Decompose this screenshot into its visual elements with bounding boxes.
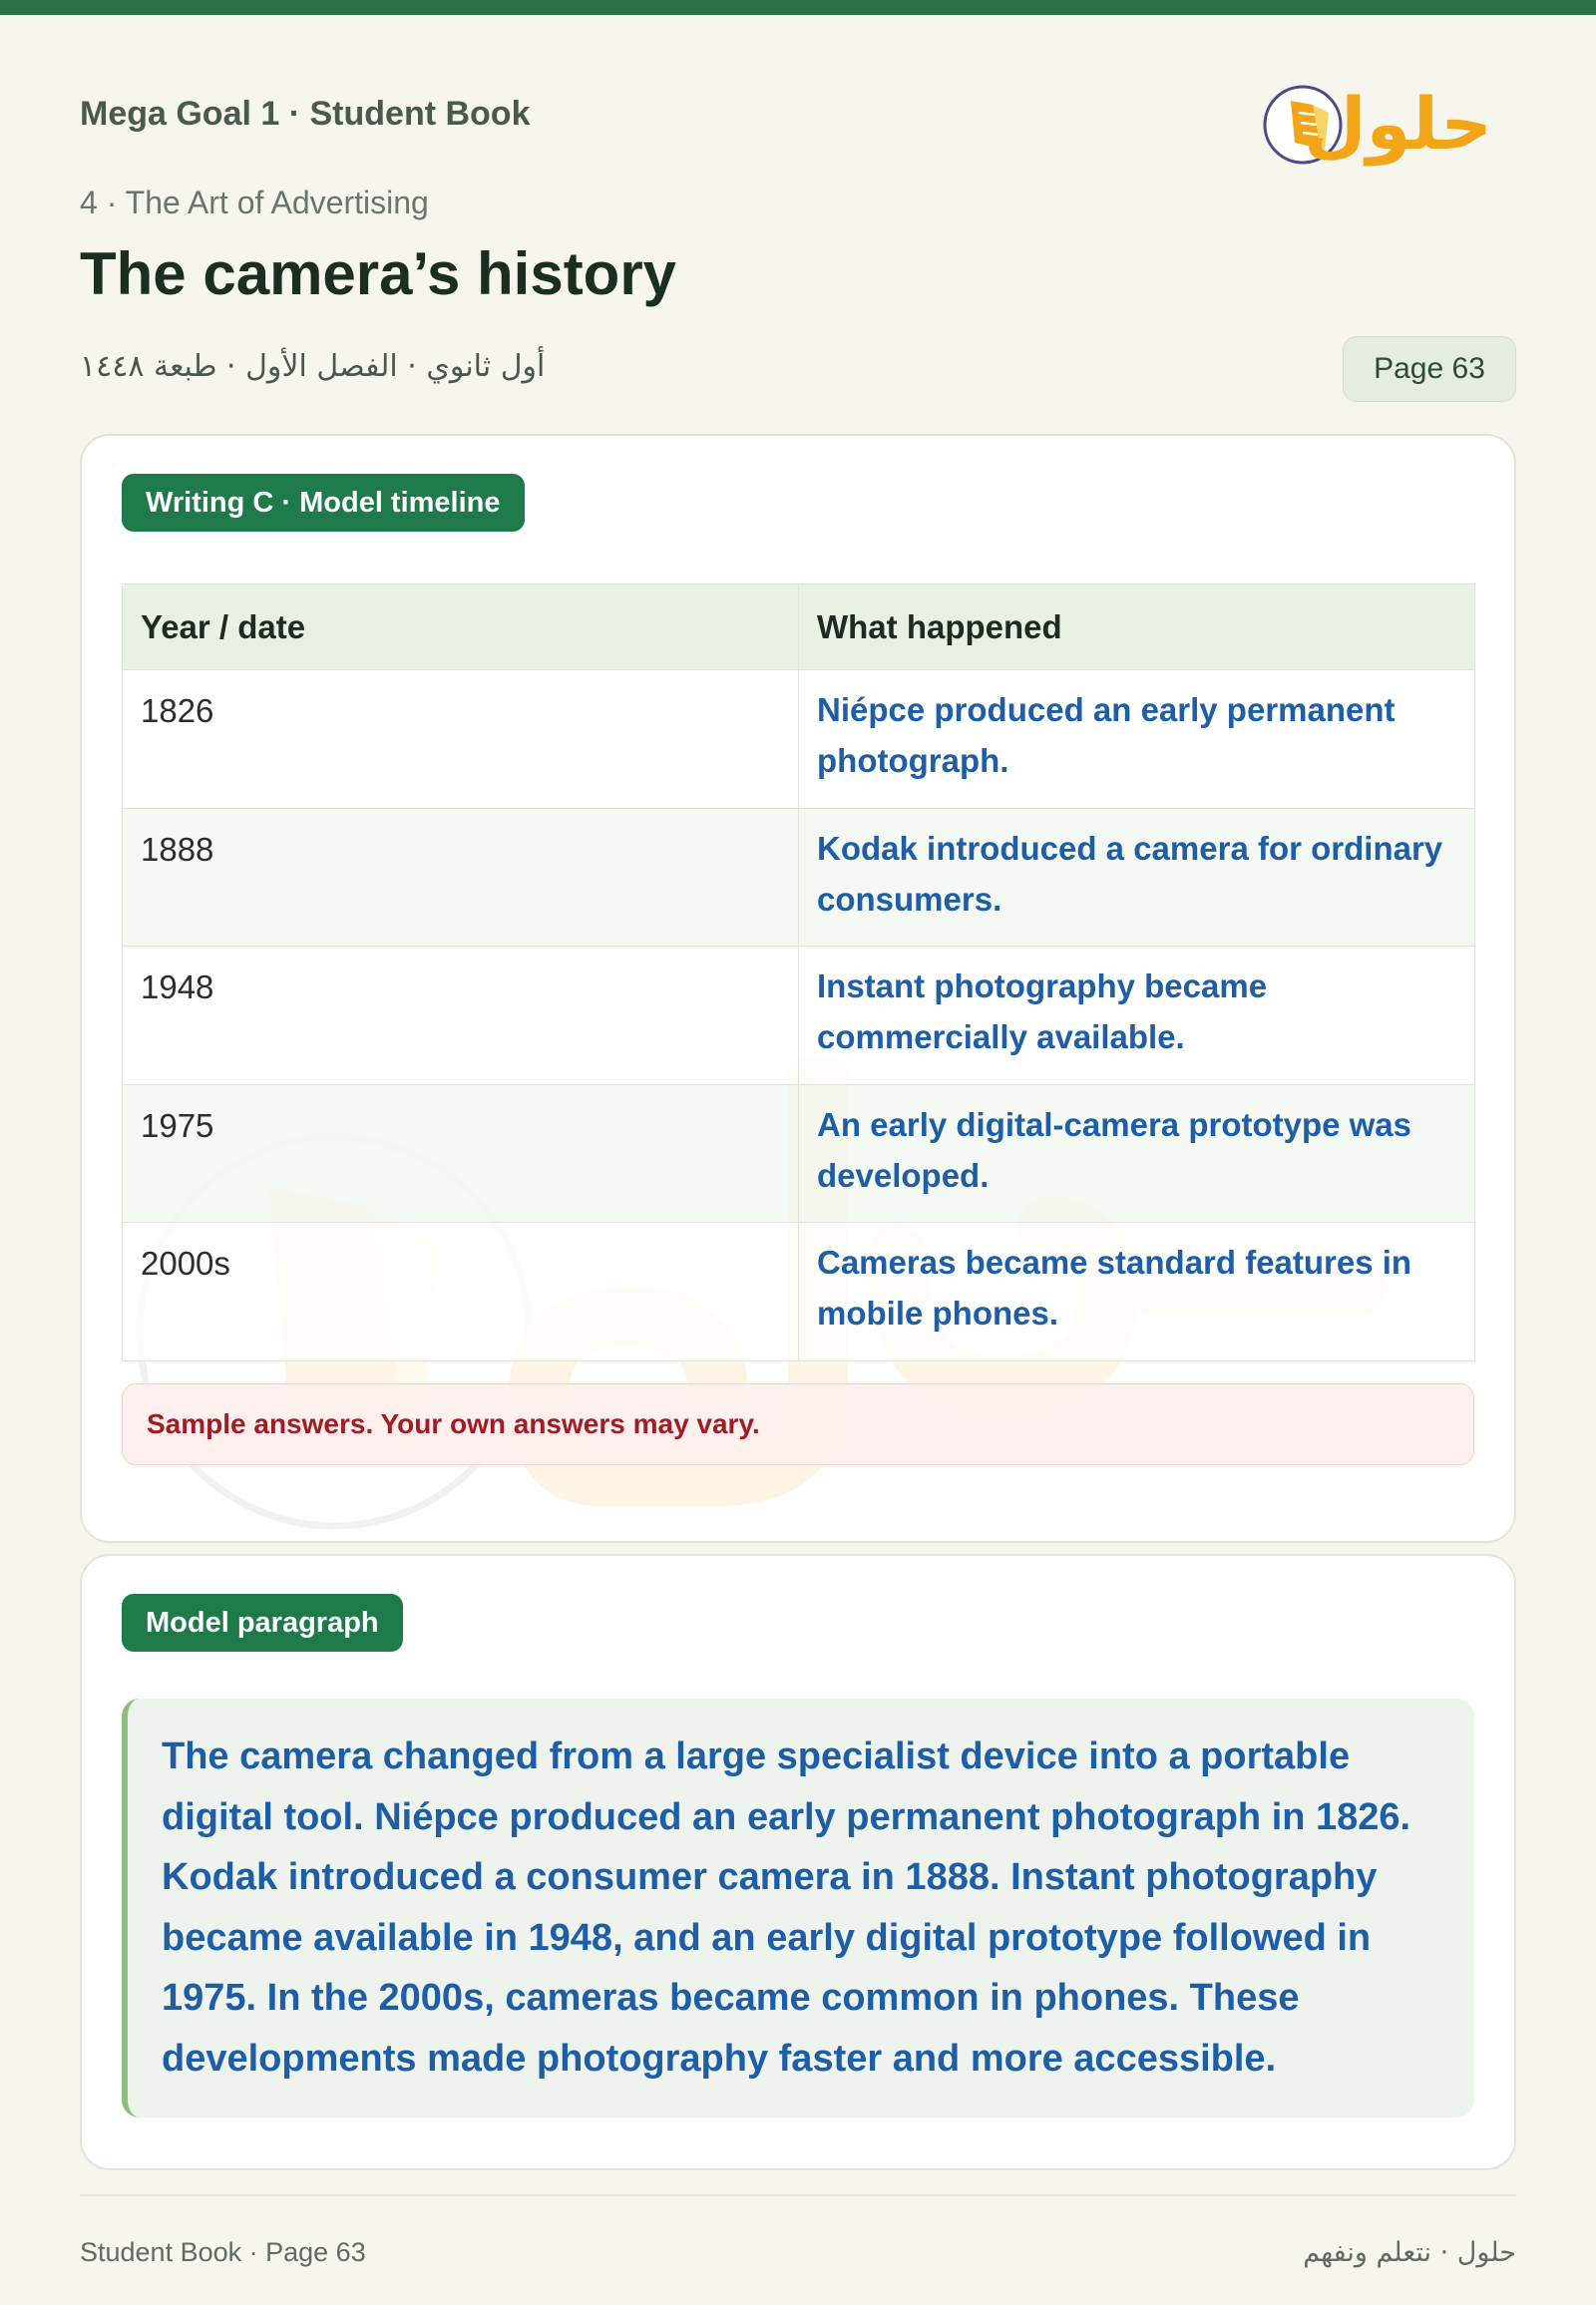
event-cell: Cameras became standard features in mobile phones. [799,1223,1475,1361]
model-paragraph-text: The camera changed from a large specialist device into a portable digital tool. Niépce produced an early permanent photograph in 1826. Kodak introduced a consumer camera in 1888. Instant photography became available in 1948, and an early digital prototype followed in 1975. In the 2000s, cameras became common in phones. These developments made photography faster and more accessible. [122,1699,1474,2117]
year-cell: 1826 [123,670,799,809]
svg-text:حلول: حلول [1304,82,1492,166]
table-row [123,947,1475,1085]
event-cell: Niépce produced an early permanent photograph. [799,670,1475,809]
year-cell: 2000s [123,1223,799,1361]
footer-brand-tagline: حلول · نتعلم ونفهم [1303,2237,1516,2268]
table-header-row [123,584,1475,670]
year-cell: 1948 [123,947,799,1085]
timeline-card [80,434,1516,1543]
event-cell: Kodak introduced a camera for ordinary consumers. [799,808,1475,947]
paragraph-section-tag: Model paragraph [122,1594,403,1652]
column-header-event: What happened [799,584,1475,670]
footer-divider [80,2194,1516,2196]
footer-page-label: Student Book · Page 63 [80,2237,366,2267]
page-number-badge: Page 63 [1343,336,1516,402]
page-header [80,15,1516,434]
table-row [123,670,1475,809]
column-header-year: Year / date [123,584,799,670]
unit-title: 4 · The Art of Advertising [80,185,429,220]
hulul-logo-icon [1255,63,1504,173]
year-cell: 1975 [123,1084,799,1223]
sample-answers-note: Sample answers. Your own answers may vary. [122,1383,1474,1465]
event-cell: Instant photography became commercially available. [799,947,1475,1085]
timeline-section-tag: Writing C · Model timeline [122,474,525,532]
top-accent-bar [0,0,1596,15]
table-row [123,808,1475,947]
grade-term-edition: أول ثانوي · الفصل الأول · طبعة ١٤٤٨ [80,349,546,384]
table-row [123,1223,1475,1361]
timeline-table [122,583,1475,1361]
page-heading: The camera’s history [80,240,677,307]
page [80,15,1516,2268]
book-title: Mega Goal 1 · Student Book [80,95,531,133]
table-row [123,1084,1475,1223]
year-cell: 1888 [123,808,799,947]
model-paragraph-card [80,1554,1516,2170]
event-cell: An early digital-camera prototype was developed. [799,1084,1475,1223]
